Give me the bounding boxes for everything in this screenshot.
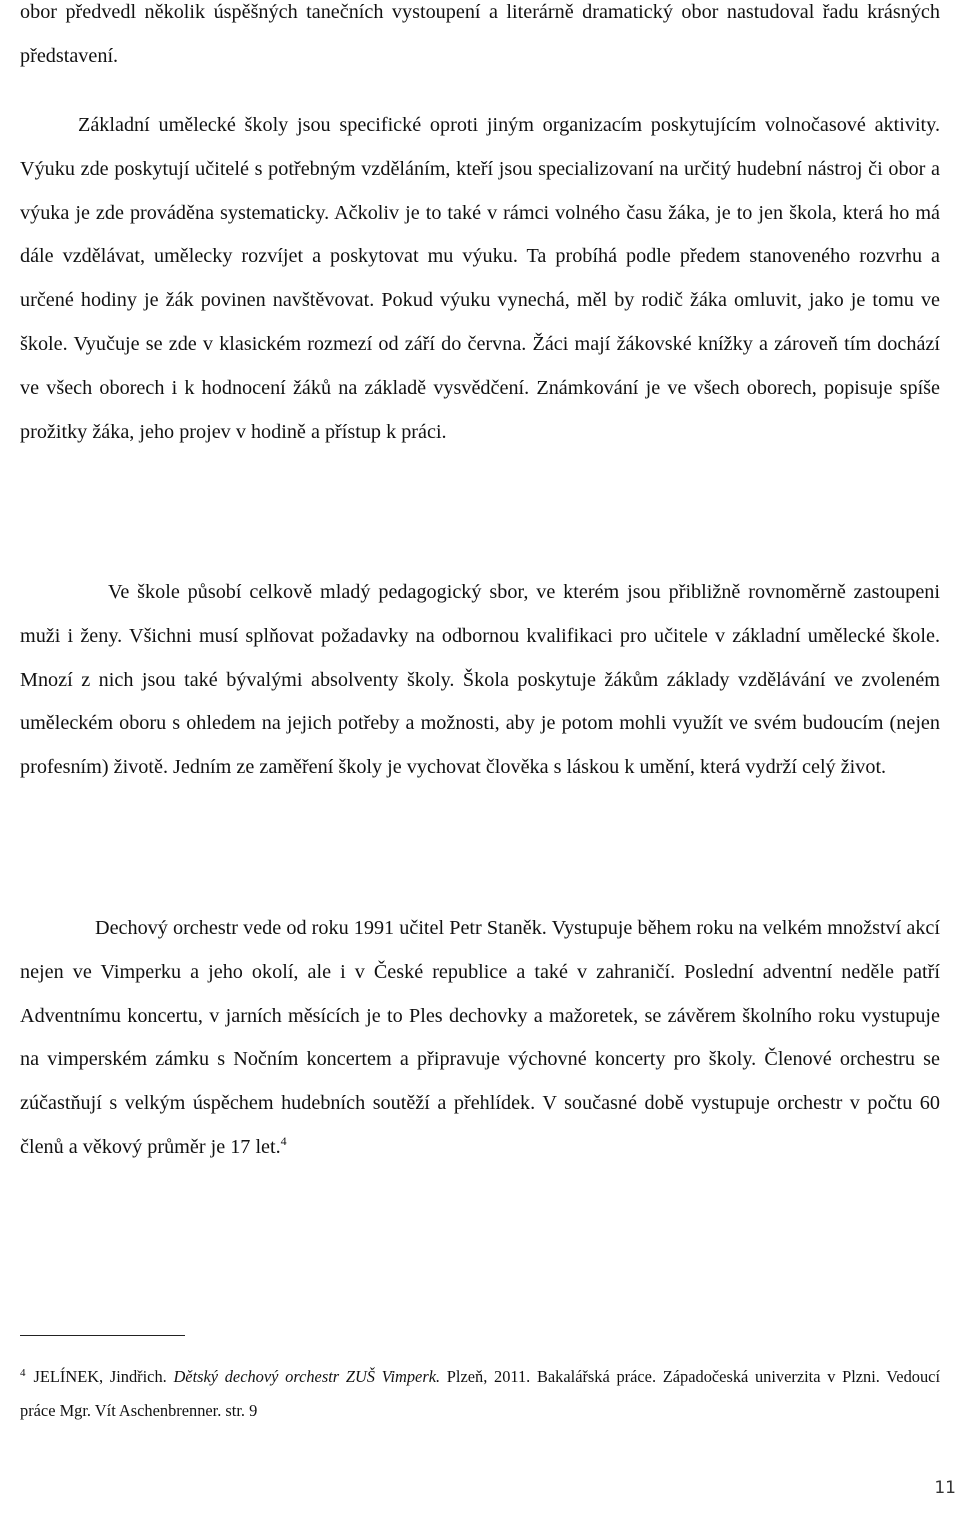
footnote-author: JELÍNEK, Jindřich. bbox=[33, 1367, 167, 1386]
footnote-title: Dětský dechový orchestr ZUŠ Vimperk. bbox=[173, 1367, 441, 1386]
footnote-separator bbox=[20, 1335, 185, 1336]
footnote bbox=[20, 1360, 940, 1428]
paragraph-1: obor předvedl několik úspěšných tanečních vystoupení a literárně dramatický obor nastudoval řadu krásných představení. bbox=[20, 1, 940, 67]
paragraph-2: Základní umělecké školy jsou specifické oproti jiným organizacím poskytujícím volnočasové aktivity. Výuku zde poskytují učitelé s potřebným vzděláním, kteří jsou specializovaní na určitý hudební nástroj či obor a výuka je zde prováděna systematicky. Ačkoliv je to také v rámci volného času žáka, je to jen škola, která ho má dále vzdělávat, umělecky rozvíjet a poskytovat mu výuku. Ta probíhá podle předem stanoveného rozvrhu a určené hodiny je žák povinen navštěvovat. Pokud výuku vynechá, měl by rodič žáka omluvit, jako je tomu ve škole. Vyučuje se zde v klasickém rozmezí od září do června. Žáci mají žákovské knížky a zároveň tím dochází ve všech oborech i k hodnocení žáků na základě vysvědčení. Známkování je ve všech oborech, popisuje spíše prožitky žáka, jeho projev v hodině a přístup k práci. bbox=[20, 114, 940, 443]
footnote-details: Plzeň, 2011. Bakalářská práce. Západočeská univerzita v Plzni. Vedoucí práce Mgr. Vít Aschenbrenner. str. 9 bbox=[20, 1367, 940, 1420]
paragraph-3: Ve škole působí celkově mladý pedagogický sbor, ve kterém jsou přibližně rovnoměrně zastoupeni muži i ženy. Všichni musí splňovat požadavky na odbornou kvalifikaci pro učitele v základní umělecké škole. Mnozí z nich jsou také bývalými absolventy školy. Škola poskytuje žákům základy vzdělávání ve zvoleném uměleckém oboru s ohledem na jejich potřeby a možnosti, aby je potom mohli využít ve svém budoucím (nejen profesním) životě. Jedním ze zaměření školy je vychovat člověka s láskou k umění, která vydrží celý život. bbox=[20, 581, 940, 779]
page-number: 11 bbox=[934, 1478, 956, 1498]
paragraph-4 bbox=[20, 907, 940, 1170]
paragraph-4-text: Dechový orchestr vede od roku 1991 učitel Petr Staněk. Vystupuje během roku na velkém množství akcí nejen ve Vimperku a jeho okolí, ale i v České republice a také v zahraničí. Poslední adventní neděle patří Adventnímu koncertu, v jarních měsících je to Ples dechovky a mažoretek, se závěrem školního roku vystupuje na vimperském zámku s Nočním koncertem a připravuje výchovné koncerty pro školy. Členové orchestru se zúčastňují s velkým úspěchem hudebních soutěží a přehlídek. V současné době vystupuje orchestr v počtu 60 členů a věkový průměr je 17 let. bbox=[20, 917, 940, 1158]
footnote-number: 4 bbox=[20, 1367, 26, 1379]
footnote-reference[interactable]: 4 bbox=[280, 1133, 287, 1148]
